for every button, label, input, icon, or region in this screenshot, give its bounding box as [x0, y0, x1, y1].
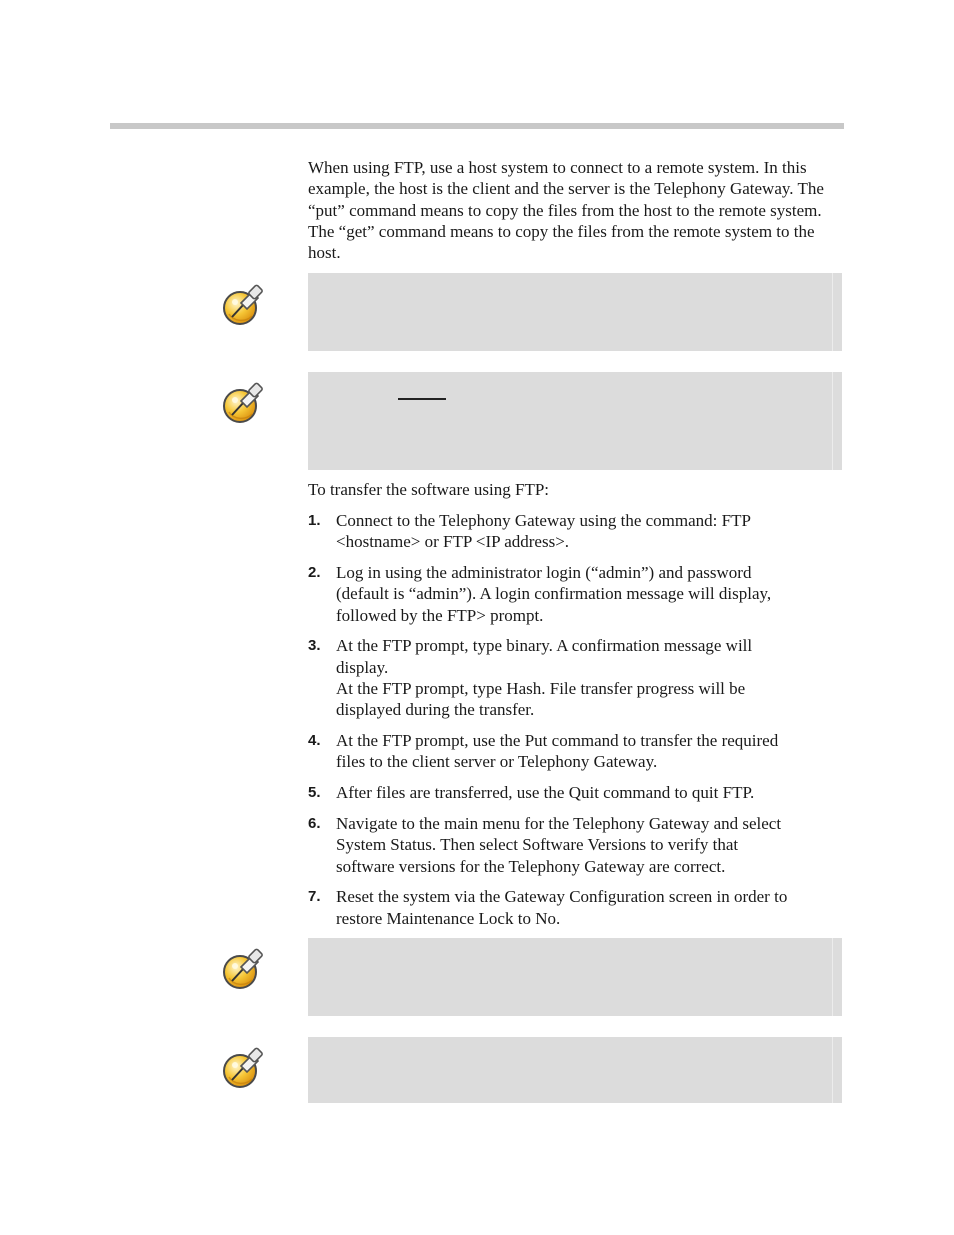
- step-line: Connect to the Telephony Gateway using the command: FTP: [336, 511, 751, 530]
- step-line: followed by the FTP> prompt.: [336, 605, 544, 625]
- step-line: Navigate to the main menu for the Telephony Gateway and select: [336, 814, 782, 834]
- underline-mark: [398, 398, 446, 400]
- pushpin-note-icon: [219, 283, 265, 327]
- step-line: files to the client server or Telephony Gateway.: [336, 752, 658, 772]
- note-box: [308, 938, 842, 1016]
- step-number: 2.: [308, 564, 321, 582]
- procedure-lead: To transfer the software using FTP:: [308, 480, 550, 499]
- step-item: [308, 730, 843, 773]
- step-item: [308, 510, 843, 553]
- header-rule: [110, 123, 844, 129]
- step-line: displayed during the transfer.: [336, 700, 535, 720]
- step-number: 3.: [308, 637, 321, 655]
- pushpin-note-icon: [219, 381, 265, 425]
- procedure-steps: [308, 510, 843, 939]
- step-line: After files are transferred, use the Quit command to quit FTP.: [336, 783, 755, 803]
- intro-paragraph: When using FTP, use a host system to connect to a remote system. In this example, the host is the client and the server is the Telephony Gateway. The “put” command means to copy the files from the host to the remote system. The “get” command means to copy the files from the remote system to the host.: [308, 158, 824, 263]
- step-line: display.: [336, 657, 389, 677]
- step-line: Reset the system via the Gateway Configuration screen in order to: [336, 887, 788, 907]
- note-box: [308, 1037, 842, 1103]
- pushpin-note-icon: [219, 947, 265, 991]
- step-number: 7.: [308, 888, 321, 906]
- pushpin-note-icon: [219, 1046, 265, 1090]
- step-number: 1.: [308, 512, 321, 529]
- step-line: At the FTP prompt, use the Put command to transfer the required: [336, 731, 779, 751]
- step-line: restore Maintenance Lock to No.: [336, 908, 561, 928]
- step-item: [308, 635, 843, 720]
- step-line: Log in using the administrator login (“admin”) and password: [336, 563, 752, 583]
- note-box: [308, 372, 842, 470]
- step-line: software versions for the Telephony Gateway are correct.: [336, 856, 726, 876]
- step-item: [308, 813, 843, 877]
- step-item: [308, 562, 843, 626]
- step-line: System Status. Then select Software Versions to verify that: [336, 835, 739, 855]
- step-line: <hostname> or FTP <IP address>.: [336, 532, 570, 552]
- step-number: 5.: [308, 784, 321, 802]
- step-line: (default is “admin”). A login confirmation message will display,: [336, 584, 772, 604]
- step-number: 6.: [308, 815, 321, 833]
- step-number: 4.: [308, 732, 321, 750]
- step-item: [308, 886, 843, 929]
- step-item: [308, 782, 843, 803]
- note-box: [308, 273, 842, 351]
- step-line: At the FTP prompt, type binary. A confirmation message will: [336, 636, 753, 656]
- step-line: At the FTP prompt, type Hash. File transfer progress will be: [336, 679, 746, 699]
